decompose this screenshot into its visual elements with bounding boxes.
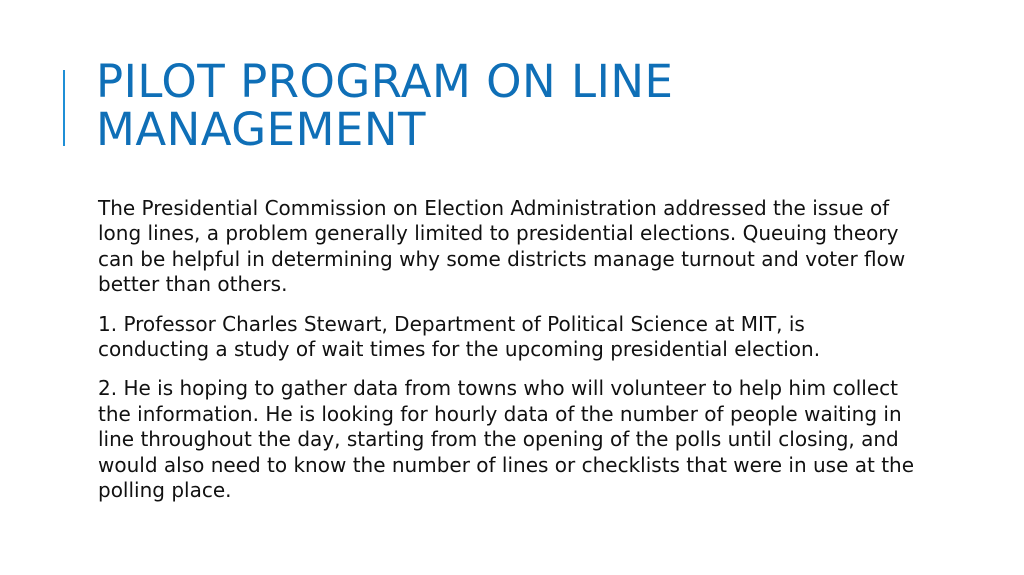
slide-title-line-2: MANAGEMENT	[96, 103, 426, 156]
slide-body	[98, 196, 918, 517]
point-1-paragraph: 1. Professor Charles Stewart, Department of Political Science at MIT, is conducting a study of wait times for the upcoming presidential election.	[98, 311, 821, 362]
slide-title	[96, 55, 976, 156]
slide-title-line-1: PILOT PROGRAM ON LINE	[96, 55, 674, 108]
intro-paragraph: The Presidential Commission on Election Administration addressed the issue of long lines, a problem generally limited to presidential elections. Queuing theory can be helpful in determining why some districts manage turnout and voter flow better than others.	[98, 196, 906, 297]
title-accent-bar	[63, 70, 65, 146]
point-2-paragraph: 2. He is hoping to gather data from towns who will volunteer to help him collect the information. He is looking for hourly data of the number of people waiting in line throughout the day, starting from the opening of the polls until closing, and would also need to know the number of lines or checklists that were in use at the polling place.	[98, 376, 915, 503]
